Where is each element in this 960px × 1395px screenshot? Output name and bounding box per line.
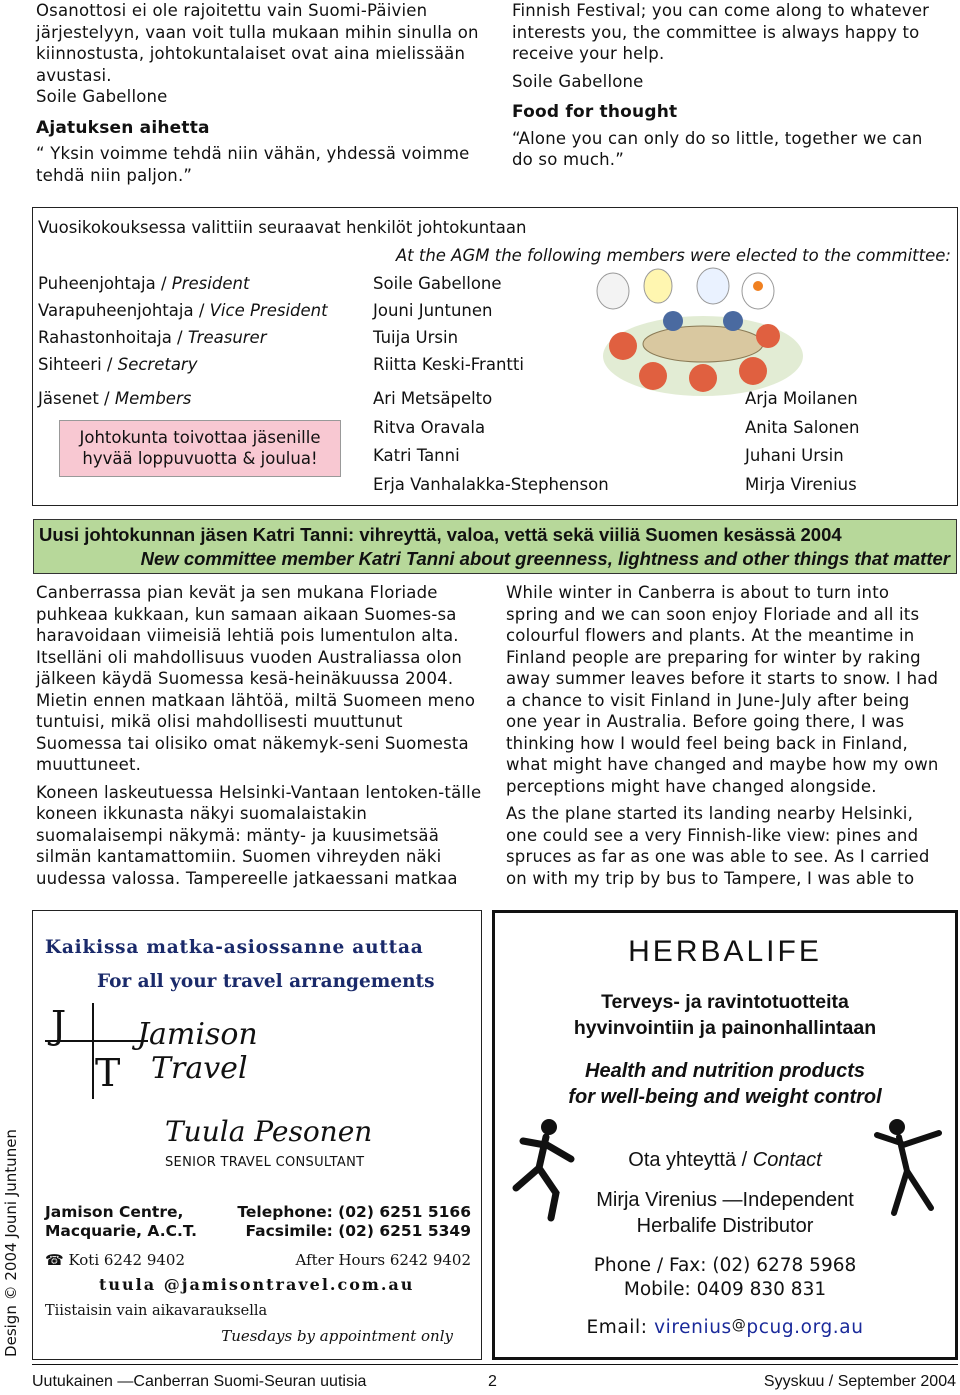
travel-line-fi: Kaikissa matka-asiossanne auttaa	[45, 937, 424, 958]
consultant-title: SENIOR TRAVEL CONSULTANT	[165, 1155, 365, 1170]
design-credit: Design © 2004 Jouni Juntunen	[2, 1129, 20, 1357]
signature-fi: Soile Gabellone	[36, 87, 168, 106]
herbalife-fi-2: hyvinvointiin ja painonhallintaan	[573, 1017, 877, 1039]
herbalife-en-1: Health and nutrition products	[585, 1060, 865, 1082]
herbalife-email: Email: virenius@pcug.org.au	[586, 1317, 864, 1338]
article-headline-box	[33, 519, 957, 574]
footer-left: Uutukainen —Canberran Suomi-Seuran uutisia	[32, 1373, 367, 1390]
member-mirja: Mirja Virenius	[745, 475, 857, 494]
article-fi-paragraph-1: Canberrassa pian kevät ja sen mukana Floriade puhkeaa kukkaan, kun samaan aikaan Suomes-sa haravoidaan viimeisiä lehtiä pois lumentulon alta. Itselläni oli mahdollisuus vuoden Australiassa olon jälkeen käydä Suomessa kesä-heinäkuussa 2004. Mietin ennen matkaan lähtöä, miltä Suomeen meno tuntuisi, mikä olisi mahdollisesti muuttunut Suomessa tai olisiko omat näkemyk-seni Suomesta muuttuneet.	[36, 583, 476, 774]
quote-fi: “ Yksin voimme tehdä niin vähän, yhdessä voimme tehdä niin paljon.”	[36, 144, 470, 185]
member-juhani: Juhani Ursin	[745, 446, 844, 465]
travel-telephone: Telephone: (02) 6251 5166	[237, 1203, 471, 1221]
role-treasurer: Rahastonhoitaja / Treasurer	[38, 328, 267, 347]
member-anita: Anita Salonen	[745, 418, 860, 437]
travel-after-hours: After Hours 6242 9402	[295, 1251, 471, 1269]
article-en-paragraph-1: While winter in Canberra is about to turn into spring and we can soon enjoy Floriade and all its colourful flowers and plants. At the meantime in Finland people are preparing for winter by raking away summer leaves before it starts to snow. I had a chance to visit Finland in June-July after being one year in Australia. Before going there, I was thinking how I would feel being back in Finland, what might have changed and maybe how my own perceptions might have changed alongside.	[506, 583, 939, 796]
herbalife-fi-1: Terveys- ja ravintotuotteita	[601, 991, 849, 1013]
members-label: Jäsenet / Members	[38, 389, 192, 408]
role-vice-president: Varapuheenjohtaja / Vice President	[38, 301, 328, 320]
top-right-column	[512, 0, 944, 171]
footer-page-number: 2	[488, 1373, 497, 1390]
travel-address-2: Macquarie, A.C.T.	[45, 1222, 197, 1240]
article-fi-paragraph-2: Koneen laskeutuessa Helsinki-Vantaan lentoken-tälle koneen ikkunasta näkyi suomalaistakin suomalaisempi näkymä: mänty- ja kuusimetsää silmän kantamattomiin. Suomen vihreyden näki uudessa valossa. Tampereelle jatkaessani matkaa	[36, 782, 482, 888]
member-arja: Arja Moilanen	[745, 389, 858, 408]
travel-line-en: For all your travel arrangements	[97, 971, 435, 992]
role-name-vice-president: Jouni Juntunen	[373, 301, 493, 320]
travel-facsimile: Facsimile: (02) 6251 5349	[245, 1222, 471, 1240]
herbalife-mobile: Mobile: 0409 830 831	[623, 1279, 827, 1300]
article-en-paragraph-2: As the plane started its landing nearby Helsinki, one could see a very Finnish-like view: pines and spruces as far as one was able to see. As I carried on with my trip by bus to Tampere, I was able to	[506, 804, 930, 888]
headline-fi: Uusi johtokunnan jäsen Katri Tanni: vihreyttä, valoa, vettä sekä viiliä Suomen kesässä 2004	[39, 524, 842, 545]
travel-email: tuula @jamisontravel.com.au	[99, 1275, 415, 1294]
article-column-fi	[36, 582, 482, 889]
travel-home-phone: ☎ Koti 6242 9402	[45, 1251, 185, 1269]
committee-title-fi: Vuosikokouksessa valittiin seuraavat henkilöt johtokuntaan	[38, 218, 527, 237]
role-name-secretary: Riitta Keski-Frantti	[373, 355, 524, 374]
logo-word-jamison: Jamison	[137, 1017, 258, 1052]
role-secretary: Sihteeri / Secretary	[38, 355, 198, 374]
logo-word-travel: Travel	[151, 1051, 248, 1086]
herbalife-contact: Ota yhteyttä / Contact	[628, 1149, 822, 1171]
role-name-treasurer: Tuija Ursin	[373, 328, 459, 347]
headline-en: New committee member Katri Tanni about greenness, lightness and other things that matter	[140, 548, 950, 569]
thought-heading-en: Food for thought	[512, 102, 678, 122]
intro-text-fi: Osanottosi ei ole rajoitettu vain Suomi-Päivien järjestelyyn, vaan voit tulla mukaan mihin sinulla on kiinnostusta, johtokuntalaiset ovat aina mielissään avustasi.	[36, 1, 479, 85]
role-president: Puheenjohtaja / President	[38, 274, 250, 293]
consultant-name: Tuula Pesonen	[165, 1115, 373, 1148]
quote-en: “Alone you can only do so little, together we can do so much.”	[512, 128, 923, 169]
logo-letter-j: J	[51, 1003, 67, 1047]
phone-icon: ☎	[45, 1251, 69, 1269]
footer-rule	[32, 1364, 958, 1365]
logo-letter-t: T	[95, 1051, 121, 1095]
member-ari: Ari Metsäpelto	[373, 389, 493, 408]
meeting-clipart	[553, 266, 803, 396]
greeting-box: Johtokunta toivottaa jäsenille hyvää loppuvuotta & joulua!	[59, 420, 341, 477]
travel-ad	[32, 910, 482, 1360]
herbalife-brand: HERBALIFE	[628, 935, 822, 968]
herbalife-en-2: for well-being and weight control	[568, 1086, 882, 1108]
herbalife-distributor-1: Mirja Virenius —Independent	[596, 1189, 854, 1211]
member-erja: Erja Vanhalakka-Stephenson	[373, 475, 609, 494]
travel-address-1: Jamison Centre,	[45, 1203, 184, 1221]
member-katri: Katri Tanni	[373, 446, 460, 465]
herbalife-distributor-2: Herbalife Distributor	[636, 1215, 814, 1237]
top-left-column	[36, 0, 486, 186]
committee-box	[32, 207, 958, 506]
signature-en: Soile Gabellone	[512, 71, 644, 91]
thought-heading-fi: Ajatuksen aihetta	[36, 117, 210, 138]
travel-note-en: Tuesdays by appointment only	[221, 1327, 453, 1345]
herbalife-phone: Phone / Fax: (02) 6278 5968	[593, 1255, 857, 1276]
intro-text-en: Finnish Festival; you can come along to whatever interests you, the committee is always happy to receive your help.	[512, 1, 930, 63]
role-name-president: Soile Gabellone	[373, 274, 502, 293]
article-column-en	[506, 582, 946, 889]
committee-title-en: At the AGM the following members were elected to the committee:	[395, 246, 951, 265]
footer-right: Syyskuu / September 2004	[763, 1373, 956, 1390]
herbalife-ad	[492, 910, 958, 1360]
member-ritva: Ritva Oravala	[373, 418, 486, 437]
travel-note-fi: Tiistaisin vain aikavarauksella	[45, 1303, 268, 1319]
